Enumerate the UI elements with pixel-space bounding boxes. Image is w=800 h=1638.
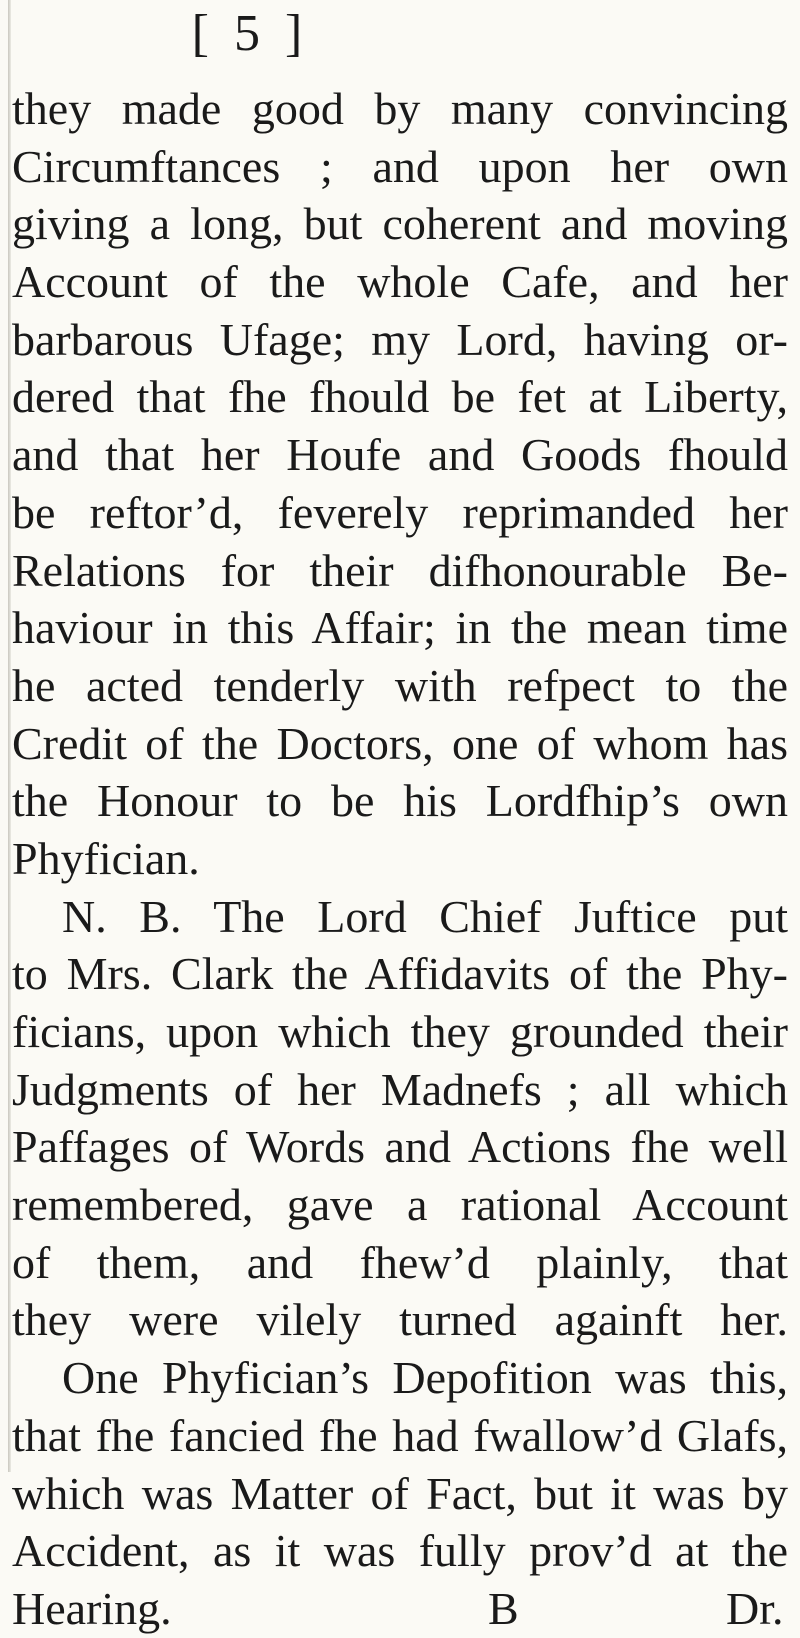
text-line: be reftor’d, feverely reprimanded her — [12, 486, 788, 538]
page-number: [ 5 ] — [191, 5, 309, 62]
text-line: N. B. The Lord Chief Juftice put — [62, 890, 788, 942]
text-line: giving a long, but coherent and moving — [12, 198, 788, 250]
text-line: barbarous Ufage; my Lord, having or- — [12, 313, 788, 365]
text-line: which was Matter of Fact, but it was by — [12, 1467, 788, 1519]
text-line: Relations for their difhonourable Be- — [12, 544, 788, 596]
text-line: the Honour to be his Lordfhip’s own — [12, 775, 788, 827]
body-text — [12, 80, 788, 1638]
signature-mark: B — [488, 1582, 519, 1634]
text-line: they were vilely turned againft her. — [12, 1294, 788, 1346]
text-line: of them, and fhew’d plainly, that — [12, 1236, 788, 1288]
text-line: dered that fhe fhould be fet at Liberty, — [12, 371, 788, 423]
text-line: Circumftances ; and upon her own — [12, 140, 788, 192]
text-line: Credit of the Doctors, one of whom has — [12, 717, 788, 769]
catchword: Dr. — [726, 1582, 784, 1634]
text-line: Judgments of her Madnefs ; all which — [12, 1063, 788, 1115]
text-line: Paffages of Words and Actions fhe well — [12, 1121, 788, 1173]
text-line: One Phyfician’s Depofition was this, — [62, 1352, 788, 1404]
text-line: and that her Houfe and Goods fhould — [12, 429, 788, 481]
text-line: Accident, as it was fully prov’d at the — [12, 1525, 788, 1577]
text-line: Phyfician. — [12, 832, 200, 884]
footer-text: Hearing. — [12, 1582, 172, 1634]
text-line: he acted tenderly with refpect to the — [12, 659, 788, 711]
text-line: ficians, upon which they grounded their — [12, 1006, 788, 1057]
text-line: remembered, gave a rational Account — [12, 1179, 788, 1231]
text-line: that fhe fancied fhe had fwallow’d Glafs, — [12, 1409, 788, 1461]
text-line: haviour in this Affair; in the mean time — [12, 602, 788, 654]
page-gutter-shadow — [8, 0, 11, 1472]
text-line: Account of the whole Cafe, and her — [12, 256, 788, 308]
text-line: to Mrs. Clark the Affidavits of the Phy- — [12, 948, 788, 1000]
footer-line — [12, 1580, 788, 1638]
text-line: they made good by many convincing — [12, 83, 788, 134]
